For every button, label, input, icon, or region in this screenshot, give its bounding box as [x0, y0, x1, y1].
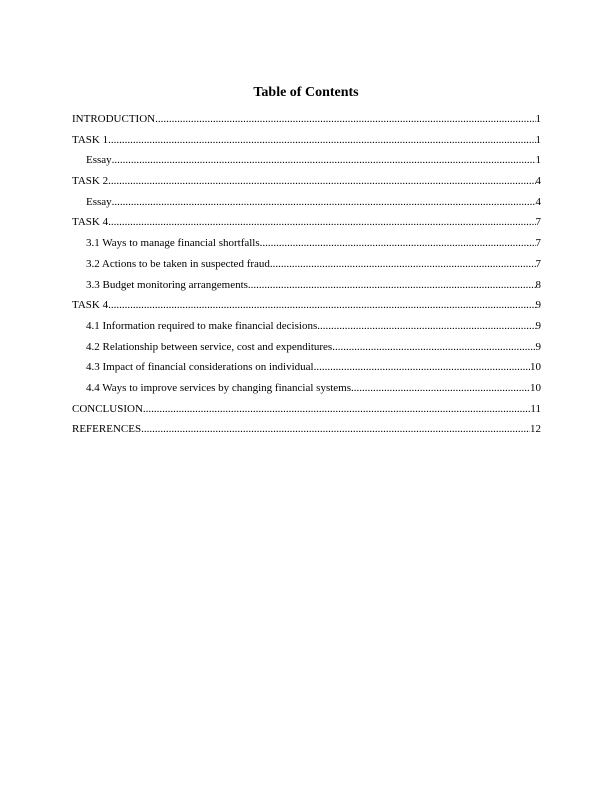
toc-list — [72, 112, 541, 443]
toc-entry-task-2-essay[interactable] — [72, 195, 541, 216]
toc-page-number: 10 — [530, 361, 541, 374]
toc-entry-4-4[interactable] — [72, 381, 541, 402]
toc-entry-label: CONCLUSION — [72, 402, 143, 415]
toc-dot-leader — [270, 257, 536, 271]
toc-entry-task-1[interactable] — [72, 133, 541, 154]
toc-entry-4-1[interactable] — [72, 319, 541, 340]
toc-entry-4-3[interactable] — [72, 360, 541, 381]
toc-dot-leader — [248, 278, 536, 292]
toc-page-number: 1 — [535, 154, 541, 167]
toc-title: Table of Contents — [253, 85, 359, 100]
toc-entry-label: 4.3 Impact of financial considerations on individual — [86, 361, 314, 374]
toc-entry-conclusion[interactable] — [72, 402, 541, 423]
toc-page-number: 10 — [530, 381, 541, 394]
toc-page-number: 11 — [530, 402, 541, 415]
toc-entry-label: 4.4 Ways to improve services by changing financial systems — [86, 381, 351, 394]
toc-entry-label: INTRODUCTION — [72, 113, 156, 125]
toc-dot-leader — [108, 174, 535, 188]
toc-entry-label: TASK 2 — [72, 175, 109, 188]
toc-entry-4-2[interactable] — [72, 340, 541, 361]
toc-dot-leader — [108, 215, 535, 229]
toc-entry-label: 4.2 Relationship between service, cost and expenditures — [86, 340, 333, 353]
toc-page-number: 8 — [535, 278, 541, 291]
toc-entry-task-4-first[interactable] — [72, 215, 541, 236]
toc-entry-label: 3.2 Actions to be taken in suspected fraud — [86, 257, 270, 270]
toc-page-number: 1 — [535, 113, 541, 125]
toc-page-number: 7 — [535, 257, 541, 270]
toc-page-number: 9 — [535, 299, 541, 312]
toc-dot-leader — [317, 319, 535, 333]
toc-entry-label: TASK 1 — [72, 133, 109, 146]
toc-page-number: 9 — [535, 340, 541, 353]
toc-dot-leader — [141, 422, 530, 436]
toc-entry-label: Essay — [86, 195, 112, 208]
toc-dot-leader — [332, 340, 535, 354]
toc-dot-leader — [143, 402, 531, 416]
toc-entry-label: TASK 4 — [72, 216, 109, 229]
toc-dot-leader — [155, 112, 535, 126]
toc-entry-task-1-essay[interactable] — [72, 153, 541, 174]
toc-entry-label: Essay — [86, 154, 112, 167]
toc-entry-task-2[interactable] — [72, 174, 541, 195]
toc-dot-leader — [112, 195, 536, 209]
toc-entry-3-1[interactable] — [72, 236, 541, 257]
toc-dot-leader — [260, 236, 536, 250]
toc-page-number: 4 — [535, 195, 541, 208]
toc-entry-references[interactable] — [72, 422, 541, 443]
toc-page-number: 9 — [535, 319, 541, 332]
toc-page-number: 1 — [535, 133, 541, 146]
toc-page-number: 4 — [535, 175, 541, 188]
toc-dot-leader — [108, 298, 535, 312]
toc-entry-3-2[interactable] — [72, 257, 541, 278]
toc-dot-leader — [112, 153, 536, 167]
toc-entry-label: 3.3 Budget monitoring arrangements — [86, 278, 248, 291]
toc-entry-label: REFERENCES — [72, 423, 142, 436]
toc-dot-leader — [351, 381, 530, 395]
toc-entry-label: TASK 4 — [72, 299, 109, 312]
toc-entry-3-3[interactable] — [72, 278, 541, 299]
toc-page-number: 7 — [535, 237, 541, 250]
toc-dot-leader — [314, 360, 530, 374]
toc-entry-introduction[interactable] — [72, 112, 541, 133]
toc-entry-label: 4.1 Information required to make financial decisions — [86, 319, 318, 332]
toc-page-number: 7 — [535, 216, 541, 229]
toc-entry-task-4-second[interactable] — [72, 298, 541, 319]
toc-dot-leader — [108, 133, 535, 147]
toc-page-number: 12 — [530, 423, 541, 436]
toc-entry-label: 3.1 Ways to manage financial shortfalls — [86, 237, 260, 250]
